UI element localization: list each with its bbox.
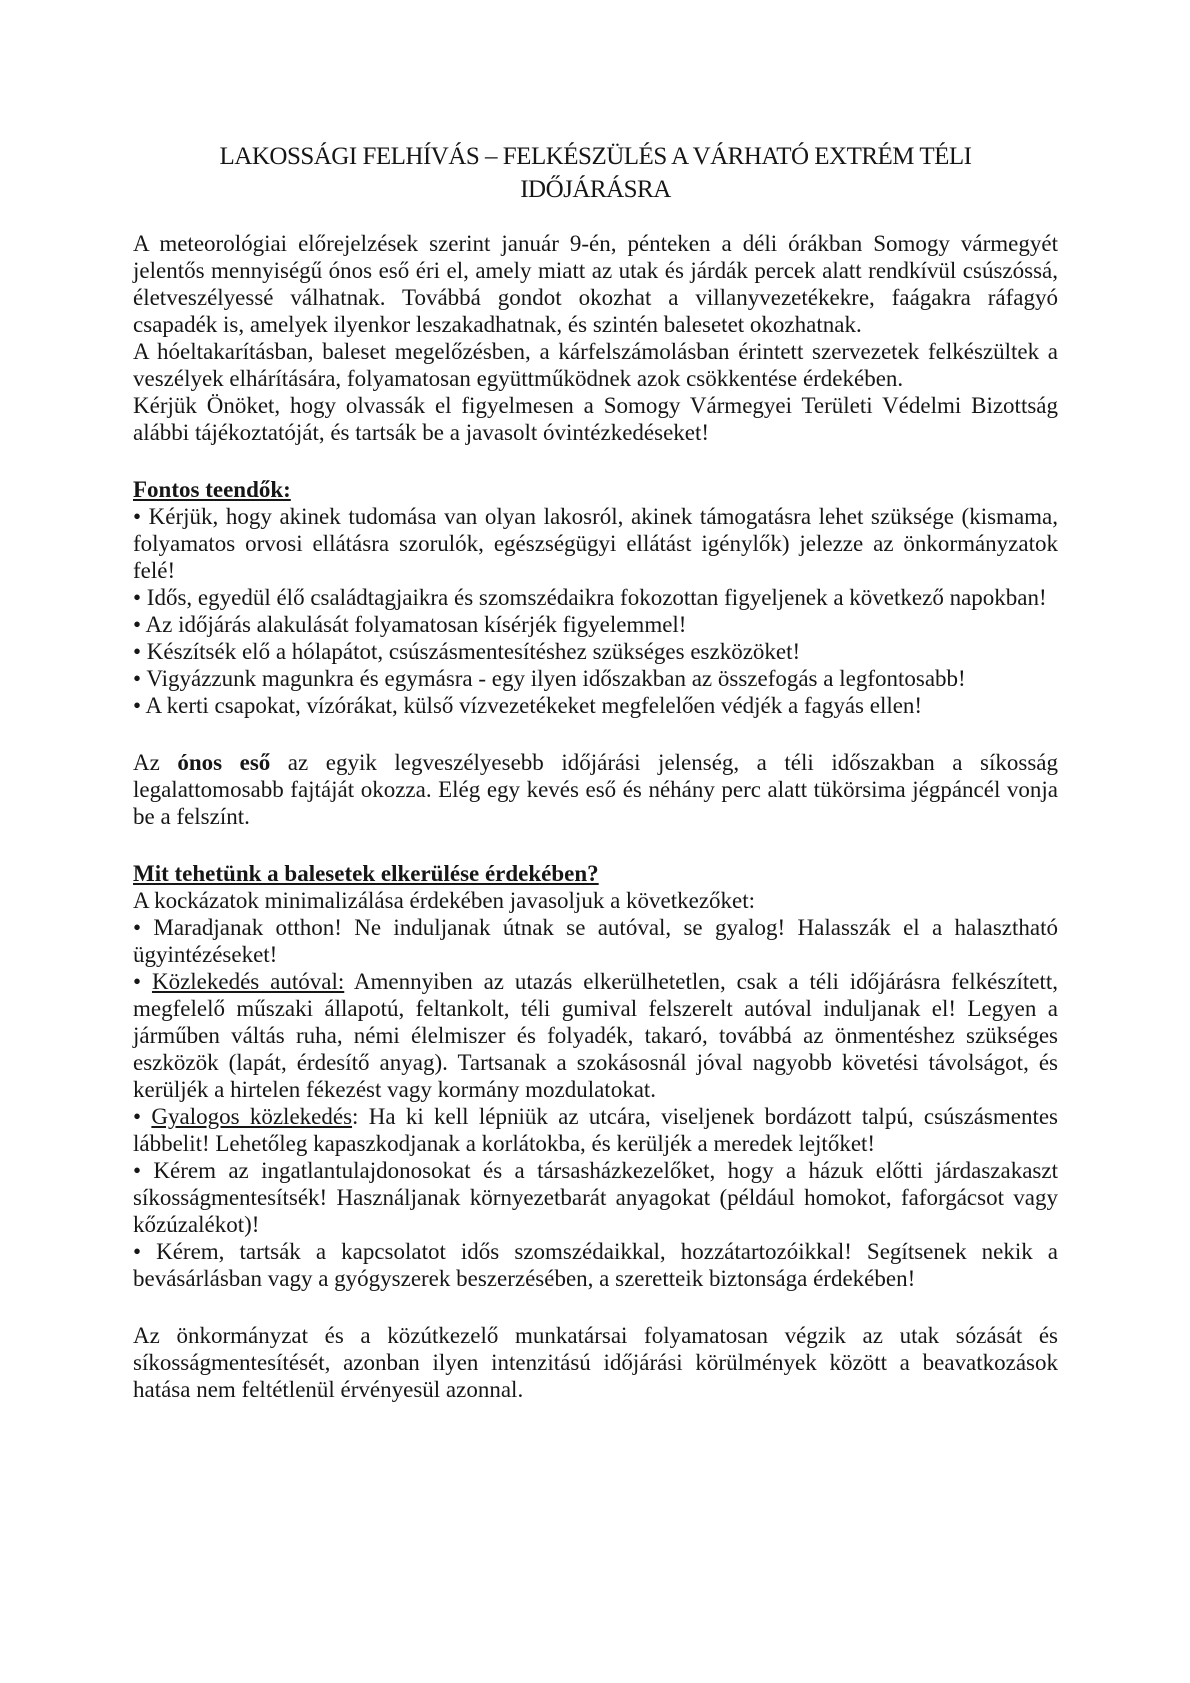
freezing-rain-paragraph bbox=[133, 749, 1058, 830]
bullet-item-monitor-weather: • Az időjárás alakulását folyamatosan kísérjék figyelemmel! bbox=[133, 612, 687, 637]
bullet-item-keep-contact: • Kérem, tartsák a kapcsolatot idős szomszédaikkal, hozzátartozóikkal! Segítsenek nekik a bevásárlásban vagy a gyógyszerek beszerzésében, a szeretteik biztonsága érdekében! bbox=[133, 1239, 1058, 1291]
bullet-item-driving-text: Amennyiben az utazás elkerülhetetlen, csak a téli időjárásra felkészített, megfelelő műszaki állapotú, feltankolt, téli gumival felszerelt autóval induljanak el! Legyen a járműben váltás ruha, némi élelmiszer és folyadék, takaró, továbbá az önmentéshez szükséges eszközök (lapát, érdesítő anyag). Tartsanak a szokásosnál jóval nagyobb követési távolságot, és kerüljék a hirtelen fékezést vagy kormány mozdulatokat. bbox=[133, 969, 1058, 1102]
bullet-marker: • bbox=[133, 969, 152, 994]
freezing-rain-bold-term: ónos eső bbox=[177, 750, 271, 775]
bullet-item-take-care: • Vigyázzunk magunkra és egymásra - egy ilyen időszakban az összefogás a legfontosabb! bbox=[133, 666, 966, 691]
closing-paragraph: Az önkormányzat és a közútkezelő munkatársai folyamatosan végzik az utak sózását és síkosságmentesítését, azonban ilyen intenzitású időjárási körülmények között a beavatkozások hatása nem feltétlenül érvényesül azonnal. bbox=[133, 1323, 1058, 1402]
bullet-marker: • bbox=[133, 1104, 152, 1129]
risk-intro-paragraph: A kockázatok minimalizálása érdekében javasoljuk a következőket: bbox=[133, 888, 756, 913]
bullet-item-stay-home: • Maradjanak otthon! Ne induljanak útnak se autóval, se gyalog! Halasszák el a halasztható ügyintézéseket! bbox=[133, 915, 1058, 967]
bullet-item-property-owners: • Kérem az ingatlantulajdonosokat és a társasházkezelőket, hogy a házuk előtti járdaszakaszt síkosságmentesítsék! Használjanak környezetbarát anyagokat (például homokot, faforgácsot vagy kőzúzalékot)! bbox=[133, 1158, 1058, 1237]
bullet-item-driving-lead: Közlekedés autóval: bbox=[151, 969, 345, 994]
section-heading-important-tasks-text: Fontos teendők: bbox=[133, 477, 291, 502]
title-line-2: IDŐJÁRÁSRA bbox=[520, 176, 671, 203]
section-heading-important-tasks bbox=[133, 476, 1058, 503]
section-heading-what-can-we-do-text: Mit tehetünk a balesetek elkerülése érdekében? bbox=[133, 861, 599, 886]
title-line-1: LAKOSSÁGI FELHÍVÁS – FELKÉSZÜLÉS A VÁRHATÓ EXTRÉM TÉLI bbox=[219, 143, 972, 170]
bullet-item-prepare-shovel: • Készítsék elő a hólapátot, csúszásmentesítéshez szükséges eszközöket! bbox=[133, 639, 801, 664]
intro-paragraph-2: A hóeltakarításban, baleset megelőzésben, a kárfelszámolásban érintett szervezetek felkészültek a veszélyek elhárítására, folyamatosan együttműködnek azok csökkentése érdekében. bbox=[133, 339, 1058, 391]
intro-paragraph-3: Kérjük Önöket, hogy olvassák el figyelmesen a Somogy Vármegyei Területi Védelmi Bizottság alábbi tájékoztatóját, és tartsák be a javasolt óvintézkedéseket! bbox=[133, 393, 1058, 445]
bullet-item-pedestrian-text: : Ha ki kell lépniük az utcára, viseljenek bordázott talpú, csúszásmentes lábbelit! Lehetőleg kapaszkodjanak a korlátokba, és kerüljék a meredek lejtőket! bbox=[133, 1104, 1059, 1156]
bullet-item-protect-pipes: • A kerti csapokat, vízórákat, külső vízvezetékeket megfelelően védjék a fagyás ellen! bbox=[133, 693, 923, 718]
document-title bbox=[133, 140, 1058, 206]
freezing-rain-text-pre: Az bbox=[133, 750, 178, 775]
section-heading-what-can-we-do bbox=[133, 860, 1058, 887]
bullet-item-watch-elderly: • Idős, egyedül élő családtagjaikra és szomszédaikra fokozottan figyeljenek a következő napokban! bbox=[133, 585, 1047, 610]
bullet-item-driving bbox=[133, 968, 1058, 1103]
freezing-rain-text-post: az egyik legveszélyesebb időjárási jelenség, a téli időszakban a síkosság legalattomosabb fajtáját okozza. Elég egy kevés eső és néhány perc alatt tükörsima jégpáncél vonja be a felszínt. bbox=[133, 750, 1058, 829]
bullet-item-pedestrian bbox=[133, 1103, 1058, 1157]
bullet-item-report-residents: • Kérjük, hogy akinek tudomása van olyan lakosról, akinek támogatásra lehet szüksége (kismama, folyamatos orvosi ellátásra szorulók, egészségügyi ellátást igénylők) jelezze az önkormányzatok felé! bbox=[133, 504, 1058, 583]
bullet-item-pedestrian-lead: Gyalogos közlekedés bbox=[151, 1104, 353, 1129]
intro-paragraph-1: A meteorológiai előrejelzések szerint január 9-én, pénteken a déli órákban Somogy vármegyét jelentős mennyiségű ónos eső éri el, amely miatt az utak és járdák percek alatt rendkívül csúszóssá, életveszélyessé válhatnak. Továbbá gondot okozhat a villanyvezetékekre, faágakra ráfagyó csapadék is, amelyek ilyenkor leszakadhatnak, és szintén balesetet okozhatnak. bbox=[133, 231, 1058, 337]
